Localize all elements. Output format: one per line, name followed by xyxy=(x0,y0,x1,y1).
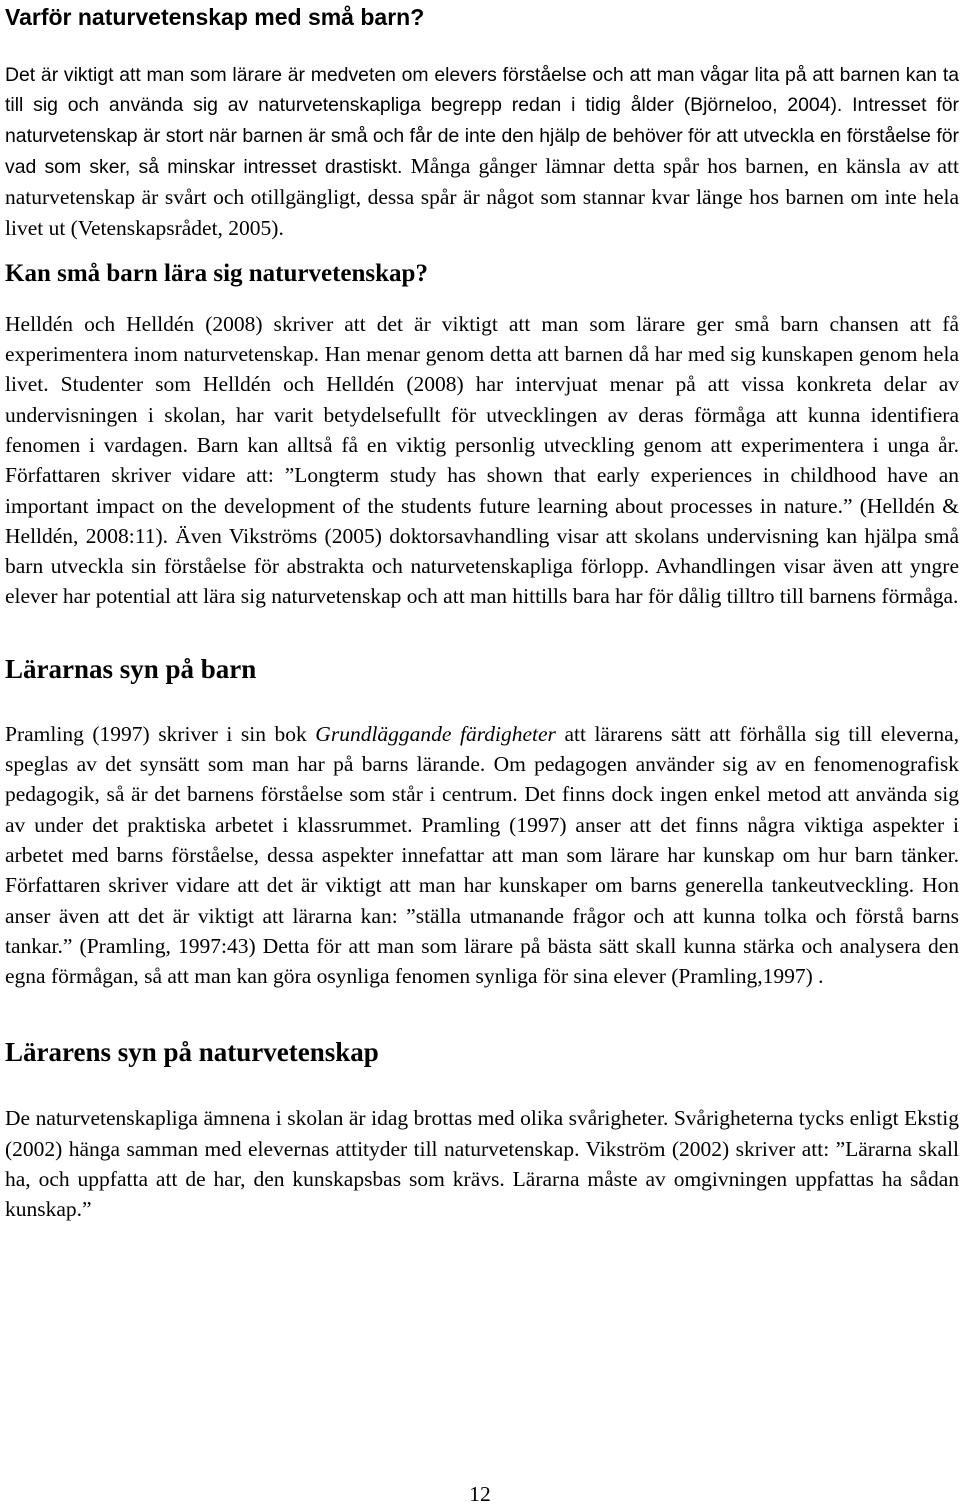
document-page xyxy=(5,0,959,1225)
section-heading-why-science: Varför naturvetenskap med små barn? xyxy=(5,4,425,30)
section-heading-teachers-view-children: Lärarnas syn på barn xyxy=(5,653,257,684)
paragraph-can-children-learn: Helldén och Helldén (2008) skriver att det är viktigt att man som lärare ger små barn chansen att få experimentera inom naturvetenskap. Han menar genom detta att barnen då har med sig kunskapen genom hela livet. Studenter som Helldén och Helldén (2008) har intervjuat menar på att vissa konkreta delar av undervisningen i skolan, har varit betydelsefullt för utvecklingen av deras förmåga att kunna identifiera fenomen i vardagen. Barn kan alltså få en viktig personlig utveckling genom att experimentera i unga år. Författaren skriver vidare att: ”Longterm study has shown that early experiences in childhood have an important impact on the development of the students future learning about processes in nature.” (Helldén & Helldén, 2008:11). Även Vikströms (2005) doktorsavhandling visar att skolans undervisning kan hjälpa små barn utveckla sin förståelse för abstrakta och naturvetenskapliga förlopp. Avhandlingen visar även att yngre elever har potential att lära sig naturvetenskap och att man hittills bara har för dålig tilltro till barnens förmåga. xyxy=(5,311,959,609)
paragraph-why-science xyxy=(5,60,959,245)
section-heading-teachers-view-science: Lärarens syn på naturvetenskap xyxy=(5,1037,379,1068)
paragraph-teachers-view-children-part2: att lärarens sätt att förhålla sig till eleverna, speglas av det synsätt som man har på barns lärande. Om pedagogen använder sig av en fenomenografisk pedagogik, så är det barnens förståelse som står i centrum. Det finns dock ingen enkel metod att använda sig av under det praktiska arbetet i klassrummet. Pramling (1997) anser att det finns några viktiga aspekter i arbetet med barns förståelse, dessa aspekter innefattar att man som lärare har kunskap om hur barn tänker. Författaren skriver vidare att det är viktigt att man har kunskaper om barns generella tankeutveckling. Hon anser även att det är viktigt att lärarna kan: ”ställa utmanande frågor och att kunna tolka och förstå barns tankar.” (Pramling, 1997:43) Detta för att man som lärare på bästa sätt skall kunna stärka och analysera den egna förmågan, så att man kan göra osynliga fenomen synliga för sina elever (Pramling,1997) . xyxy=(5,721,959,989)
paragraph-why-science-part1: Det är viktigt att man som lärare är medveten om elevers förståelse och att man vågar lita på att barnen kan ta till sig och använda sig av naturvetenskapliga begrepp redan i tidig ålder (Björneloo, 2004). Intresset för naturvetenskap är stort när barnen är små och får de inte den hjälp de behöver för att utveckla en förståelse för vad som sker, så minskar intresset drastiskt. xyxy=(5,64,959,178)
paragraph-teachers-view-science: De naturvetenskapliga ämnena i skolan är idag brottas med olika svårigheter. Svårigheterna tycks enligt Ekstig (2002) hänga samman med elevernas attityder till naturvetenskap. Vikström (2002) skriver att: ”Lärarna skall ha, och uppfatta att de har, den kunskapsbas som krävs. Lärarna måste av omgivningen uppfattas ha sådan kunskap.” xyxy=(5,1106,959,1222)
paragraph-teachers-view-children-part1: Pramling (1997) skriver i sin bok xyxy=(5,721,316,746)
page-number: 12 xyxy=(469,1482,491,1506)
paragraph-teachers-view-children xyxy=(5,719,959,992)
paragraph-why-science-part2: Många gånger lämnar detta spår hos barnen, en känsla av att naturvetenskap är svårt och otillgängligt, dessa spår är något som stannar kvar länge hos barnen om inte hela livet ut (Vetenskapsrådet, 2005). xyxy=(5,153,959,241)
section-heading-can-children-learn: Kan små barn lära sig naturvetenskap? xyxy=(5,259,428,287)
book-title: Grundläggande färdigheter xyxy=(315,721,556,746)
